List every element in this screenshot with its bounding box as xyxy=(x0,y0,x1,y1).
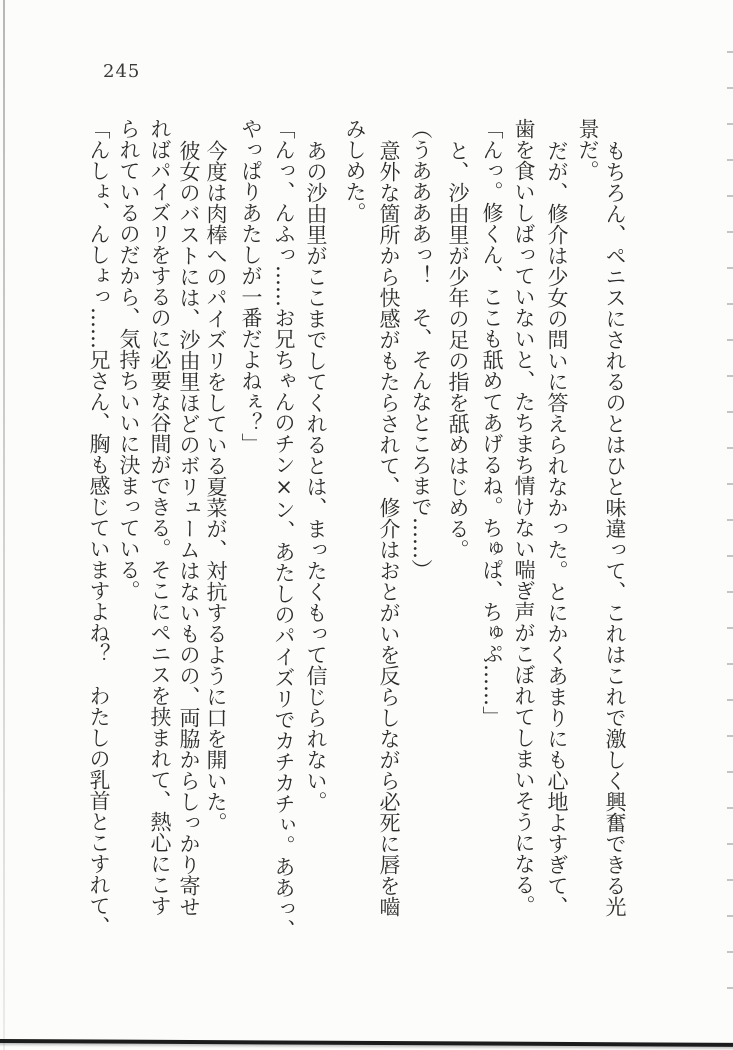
text-line: 「んしょ、んしょっ……兄さん、胸も感じていますよね？ わたしの乳首とこすれて、 xyxy=(87,118,111,937)
text-line: 景だ。 xyxy=(576,118,600,181)
text-line: と、沙由里が少年の足の指を舐めはじめる。 xyxy=(446,140,470,560)
text-line: 「んっ。修くん、ここも舐めてあげるね。ちゅぱ、ちゅぷ……」 xyxy=(480,118,504,727)
text-line: （うああああっ！ そ、そんなところまで……） xyxy=(409,118,433,580)
text-line: あの沙由里がここまでしてくれるとは、まったくもって信じられない。 xyxy=(304,140,328,812)
text-line: 意外な箇所から快感がもたらされて、修介はおとがいを反らしながら必死に唇を嚙 xyxy=(377,140,401,917)
text-line: られているのだから、気持ちいいに決まっている。 xyxy=(117,118,141,601)
text-line: 「んっ、んふっ……お兄ちゃんのチン×ン、あたしのパイズリでカチカチぃ。ああっ、 xyxy=(272,118,296,940)
text-line: やっぱりあたしが一番だよねぇ？」 xyxy=(239,118,263,454)
page-number: 245 xyxy=(103,61,141,82)
text-line: ればパイズリをするのに必要な谷間ができる。そこにペニスを挟まれて、熱心にこす xyxy=(148,118,172,916)
text-line: みしめた。 xyxy=(343,118,367,223)
text-line: 歯を食いしばっていないと、たちまち情けない喘ぎ声がこぼれてしまいそうになる。 xyxy=(512,118,536,916)
text-line: だが、修介は少女の問いに答えられなかった。とにかくあまりにも心地よすぎて、 xyxy=(545,140,569,917)
text-line: 今度は肉棒へのパイズリをしている夏菜が、対抗するように口を開いた。 xyxy=(204,140,228,833)
page-edge-artifacts xyxy=(727,22,733,1012)
text-line: 彼女のバストには、沙由里ほどのボリュームはないものの、両脇からしっかり寄せ xyxy=(177,140,201,917)
text-line: もちろん、ペニスにされるのとはひと味違って、これはこれで激しく興奮できる光 xyxy=(603,140,627,917)
